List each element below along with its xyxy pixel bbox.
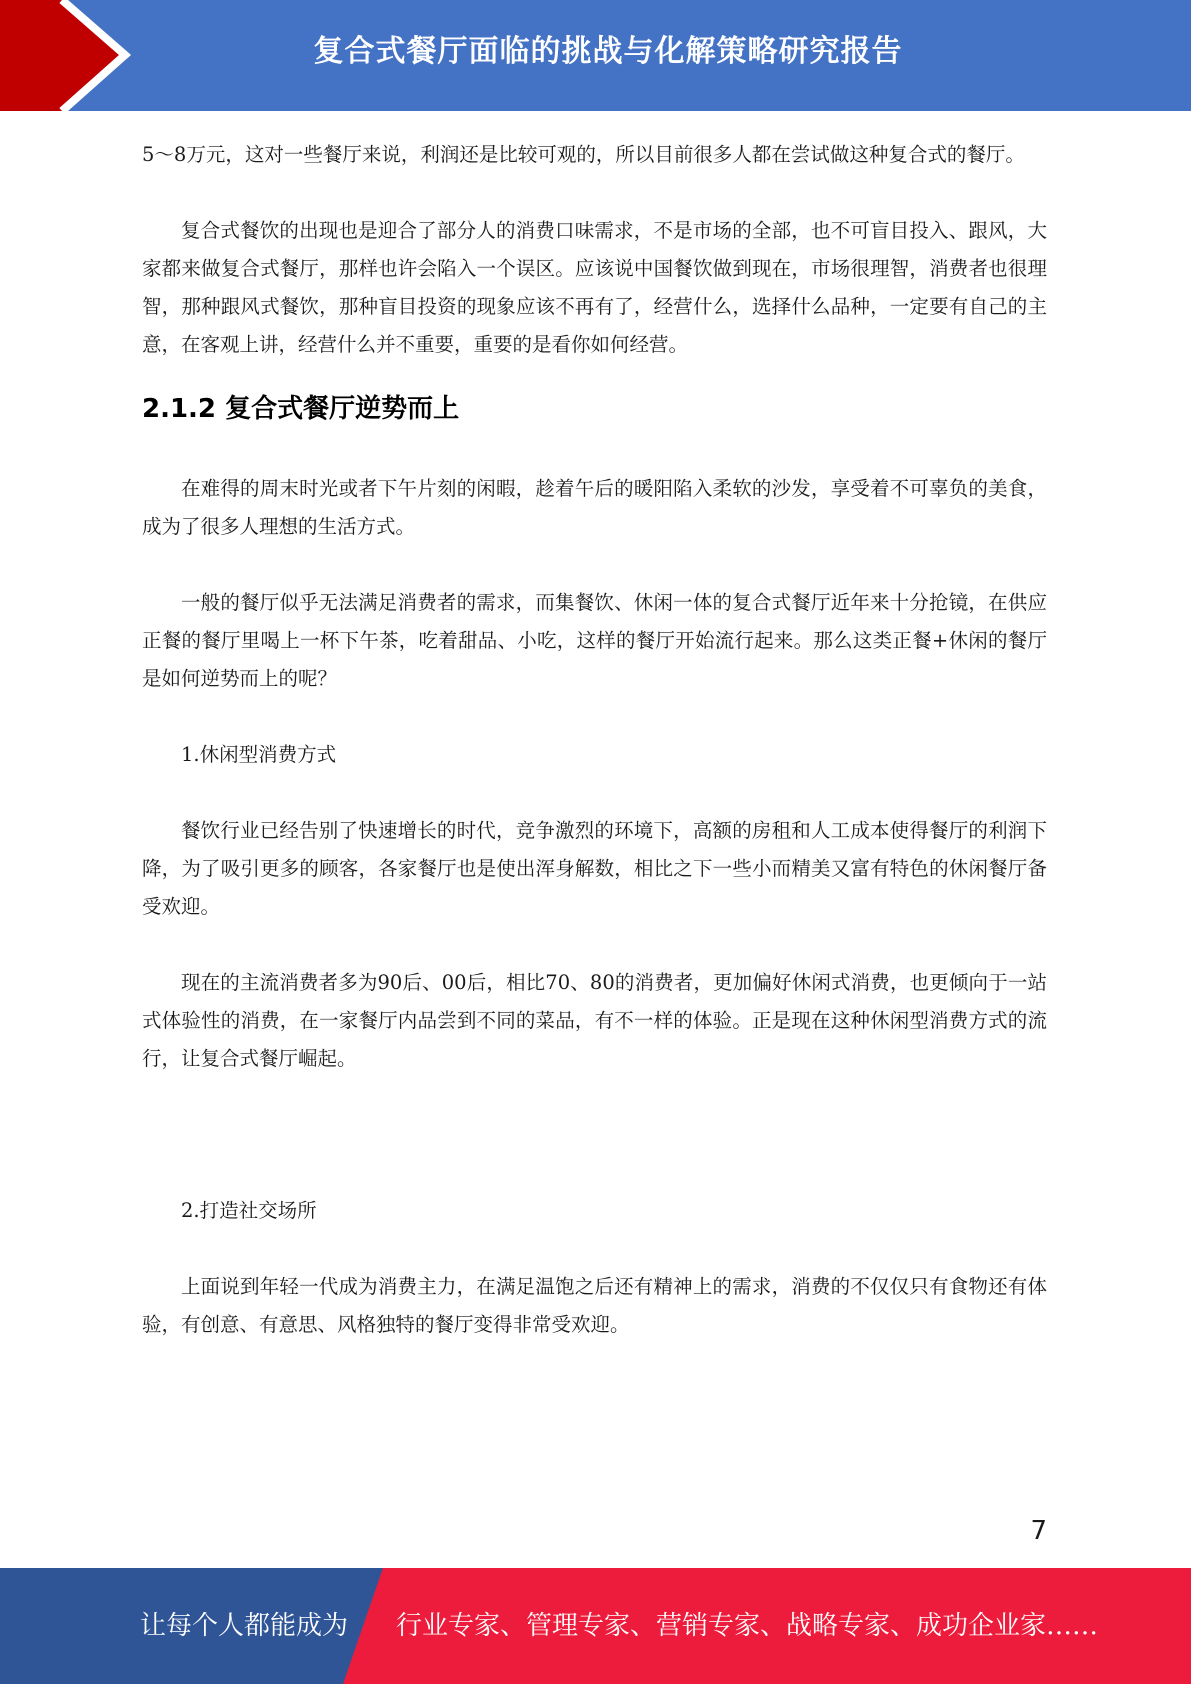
paragraph: 现在的主流消费者多为90后、00后，相比70、80的消费者，更加偏好休闲式消费，也更倾向于一站式体验性的消费，在一家餐厅内品尝到不同的菜品，有不一样的体验。正是现在这种休闲型消费方式的流行，让复合式餐厅崛起。 <box>142 971 1047 1070</box>
footer-slogan-left: 让每个人都能成为 <box>140 1611 349 1641</box>
paragraph-intro: 5～8万元，这对一些餐厅来说，利润还是比较可观的，所以目前很多人都在尝试做这种复合式的餐厅。 <box>142 143 1025 166</box>
report-title: 复合式餐厅面临的挑战与化解策略研究报告 <box>313 34 903 69</box>
footer-slogan-right: 行业专家、管理专家、营销专家、战略专家、成功企业家…… <box>396 1611 1099 1641</box>
list-item-heading: 2.打造社交场所 <box>181 1199 317 1222</box>
paragraph: 在难得的周末时光或者下午片刻的闲暇，趁着午后的暖阳陷入柔软的沙发，享受着不可辜负的美食，成为了很多人理想的生活方式。 <box>142 477 1047 538</box>
page-number: 7 <box>1030 1516 1047 1546</box>
paragraph: 餐饮行业已经告别了快速增长的时代，竞争激烈的环境下，高额的房租和人工成本使得餐厅的利润下降，为了吸引更多的顾客，各家餐厅也是使出浑身解数，相比之下一些小而精美又富有特色的休闲餐厅备受欢迎。 <box>142 819 1047 918</box>
list-item-heading: 1.休闲型消费方式 <box>181 743 337 766</box>
header-arrow-decoration <box>0 0 150 111</box>
paragraph: 复合式餐饮的出现也是迎合了部分人的消费口味需求，不是市场的全部，也不可盲目投入、跟风，大家都来做复合式餐厅，那样也许会陷入一个误区。应该说中国餐饮做到现在，市场很理智，消费者也很理智，那种跟风式餐饮，那种盲目投资的现象应该不再有了，经营什么，选择什么品种，一定要有自己的主意，在客观上讲，经营什么并不重要，重要的是看你如何经营。 <box>142 219 1047 356</box>
paragraph: 上面说到年轻一代成为消费主力，在满足温饱之后还有精神上的需求，消费的不仅仅只有食物还有体验，有创意、有意思、风格独特的餐厅变得非常受欢迎。 <box>142 1275 1047 1336</box>
document-body <box>142 136 1047 1344</box>
section-heading: 2.1.2 复合式餐厅逆势而上 <box>142 394 460 424</box>
paragraph: 一般的餐厅似乎无法满足消费者的需求，而集餐饮、休闲一体的复合式餐厅近年来十分抢镜，在供应正餐的餐厅里喝上一杯下午茶，吃着甜品、小吃，这样的餐厅开始流行起来。那么这类正餐+休闲的餐厅是如何逆势而上的呢？ <box>142 591 1047 690</box>
